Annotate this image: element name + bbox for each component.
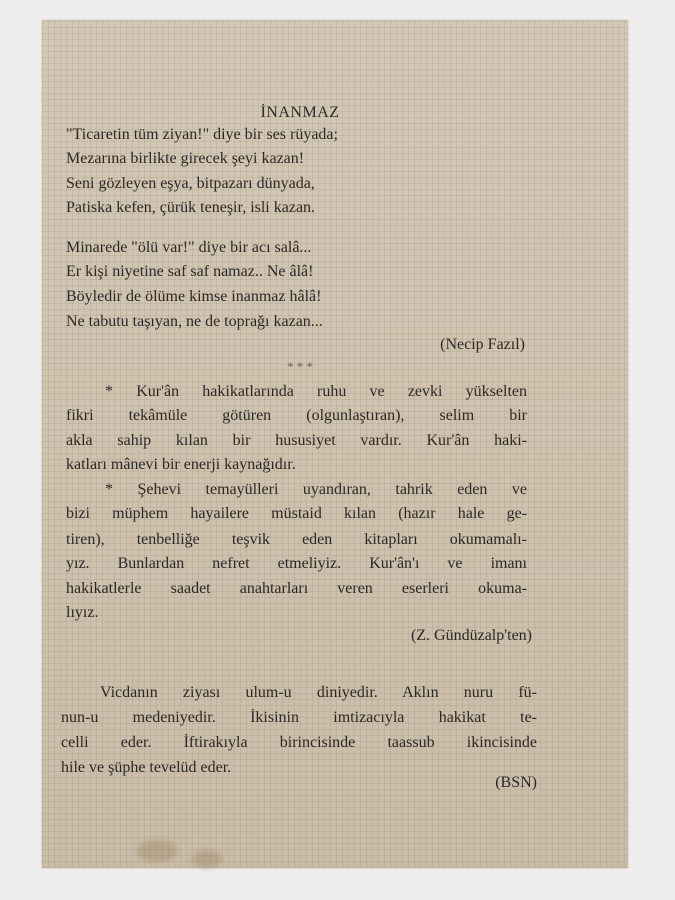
quote-line: * Şehevi temayülleri uyandıran, tahrik eden ve: [105, 481, 527, 498]
poem-author: (Necip Fazıl): [440, 336, 525, 353]
stain: [137, 840, 177, 862]
quote-line: akla sahip kılan bir hususiyet vardır. Kur'ân haki-: [66, 432, 527, 449]
poem-title: İNANMAZ: [260, 104, 340, 121]
bsn-author: (BSN): [495, 774, 537, 791]
quote-author: (Z. Gündüzalp'ten): [410, 627, 532, 644]
bsn-line: hile ve şüphe tevelüd eder.: [61, 759, 232, 776]
poem-line: "Ticaretin tüm ziyan!" diye bir ses rüyada;: [66, 126, 338, 143]
poem-line: Patiska kefen, çürük teneşir, isli kazan.: [66, 199, 316, 216]
bsn-line: celli eder. İftirakıyla birincisinde taassub ikincisinde: [61, 734, 537, 751]
stain: [192, 850, 222, 868]
quote-line: hakikatlerle saadet anahtarları veren eserleri okuma-: [66, 580, 527, 597]
poem-line: Ne tabutu taşıyan, ne de toprağı kazan...: [66, 313, 323, 330]
quote-line: fikri tekâmüle götüren (olgunlaştıran), selim bir: [66, 407, 527, 424]
poem-line: Minarede "ölü var!" diye bir acı salâ...: [66, 239, 312, 256]
quote-line: lıyız.: [66, 604, 99, 621]
quote-line: tiren), tenbelliğe teşvik eden kitapları okumamalı-: [66, 531, 527, 548]
quote-line: yız. Bunlardan nefret etmeliyiz. Kur'ân'ı ve imanı: [66, 555, 527, 572]
poem-line: Seni gözleyen eşya, bitpazarı dünyada,: [66, 175, 315, 192]
poem-line: Mezarına birlikte girecek şeyi kazan!: [66, 150, 305, 167]
bsn-line: nun-u medeniyedir. İkisinin imtizacıyla hakikat te-: [61, 709, 537, 726]
poem-line: Er kişi niyetine saf saf namaz.. Ne âlâ!: [66, 263, 314, 280]
quote-line: katları mânevi bir enerji kaynağıdır.: [66, 456, 296, 473]
quote-line: * Kur'ân hakikatlarında ruhu ve zevki yükselten: [105, 383, 527, 400]
separator: * * *: [287, 359, 313, 374]
quote-line: bizi müphem hayailere müstaid kılan (hazır hale ge-: [66, 505, 527, 522]
bsn-line: Vicdanın ziyası ulum-u diniyedir. Aklın nuru fü-: [100, 684, 537, 701]
poem-line: Böyledir de ölüme kimse inanmaz hâlâ!: [66, 288, 322, 305]
